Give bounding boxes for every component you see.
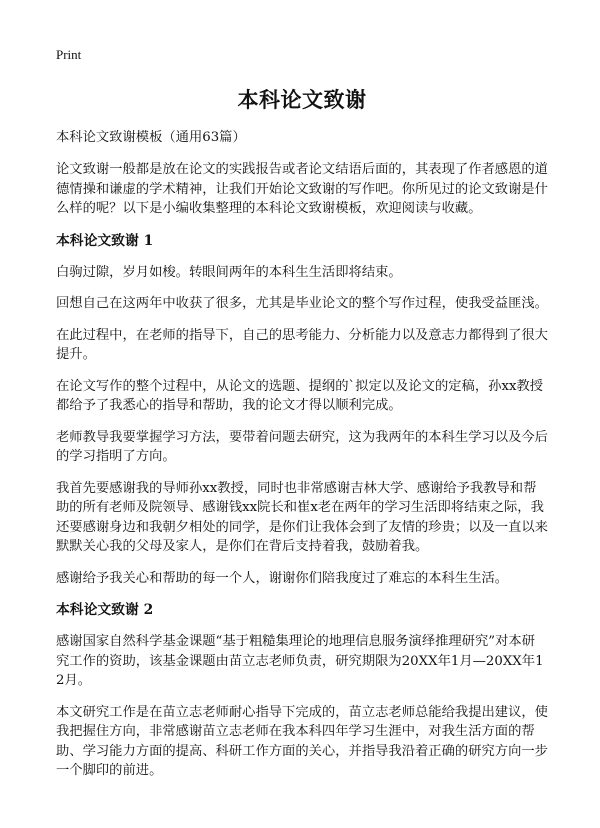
print-link[interactable]: Print — [56, 47, 82, 62]
section-1-paragraph: 我首先要感谢我的导师孙xx教授，同时也非常感谢吉林大学、感谢给予我教导和帮助的所有老师及院领导、感谢钱xx院长和崔x老在两年的学习生活即将结束之际，我还要感谢身边和我朝夕相处的同学，是你们让我体会到了友情的珍贵；以及一直以来默默关心我的父母及家人，是你们在背后支持着我，鼓励着我。 — [56, 480, 548, 554]
section-1-paragraph: 白驹过隙，岁月如梭。转眼间两年的本科生生活即将结束。 — [56, 264, 402, 280]
section-heading-2: 本科论文致谢 2 — [56, 602, 154, 618]
section-1-paragraph: 回想自己在这两年中收获了很多，尤其是毕业论文的整个写作过程，使我受益匪浅。 — [56, 296, 548, 311]
section-1-paragraph: 老师教导我要掌握学习方法，要带着问题去研究，这为我两年的本科生学习以及今后的学习指明了方向。 — [56, 429, 548, 464]
intro-paragraph: 论文致谢一般都是放在论文的实践报告或者论文结语后面的，其表现了作者感恩的道德情操和谦虚的学术精神，让我们开始论文致谢的写作吧。你所见过的论文致谢是什么样的呢？以下是小编收集整理的本科论文致谢模板，欢迎阅读与收藏。 — [56, 162, 548, 216]
section-1-paragraph: 在论文写作的整个过程中，从论文的选题、提纲的`拟定以及论文的定稿，孙xx教授都给予了我悉心的指导和帮助，我的论文才得以顺利完成。 — [56, 378, 544, 413]
page-title: 本科论文致谢 — [237, 88, 367, 112]
section-1-paragraph: 感谢给予我关心和帮助的每一个人，谢谢你们陪我度过了难忘的本科生生活。 — [56, 570, 509, 586]
section-2-paragraph: 感谢国家自然科学基金课题“基于粗糙集理论的地理信息服务演绎推理研究”对本研究工作的资助，该基金课题由苗立志老师负责，研究期限为20XX年1月—20XX年12月。 — [56, 634, 544, 688]
section-heading-1: 本科论文致谢 1 — [56, 232, 154, 249]
section-2-paragraph: 本文研究工作是在苗立志老师耐心指导下完成的，苗立志老师总能给我提出建议，使我把握住方向，非常感谢苗立志老师在我本科四年学习生涯中，对我生活方面的帮助、学习能力方面的提高、科研工作方面的关心，并指导我沿着正确的研究方向一步一个脚印的前进。 — [56, 704, 548, 778]
document-subtitle: 本科论文致谢模板（通用63篇） — [56, 130, 246, 145]
section-1-paragraph: 在此过程中，在老师的指导下，自己的思考能力、分析能力以及意志力都得到了很大提升。 — [56, 327, 548, 362]
